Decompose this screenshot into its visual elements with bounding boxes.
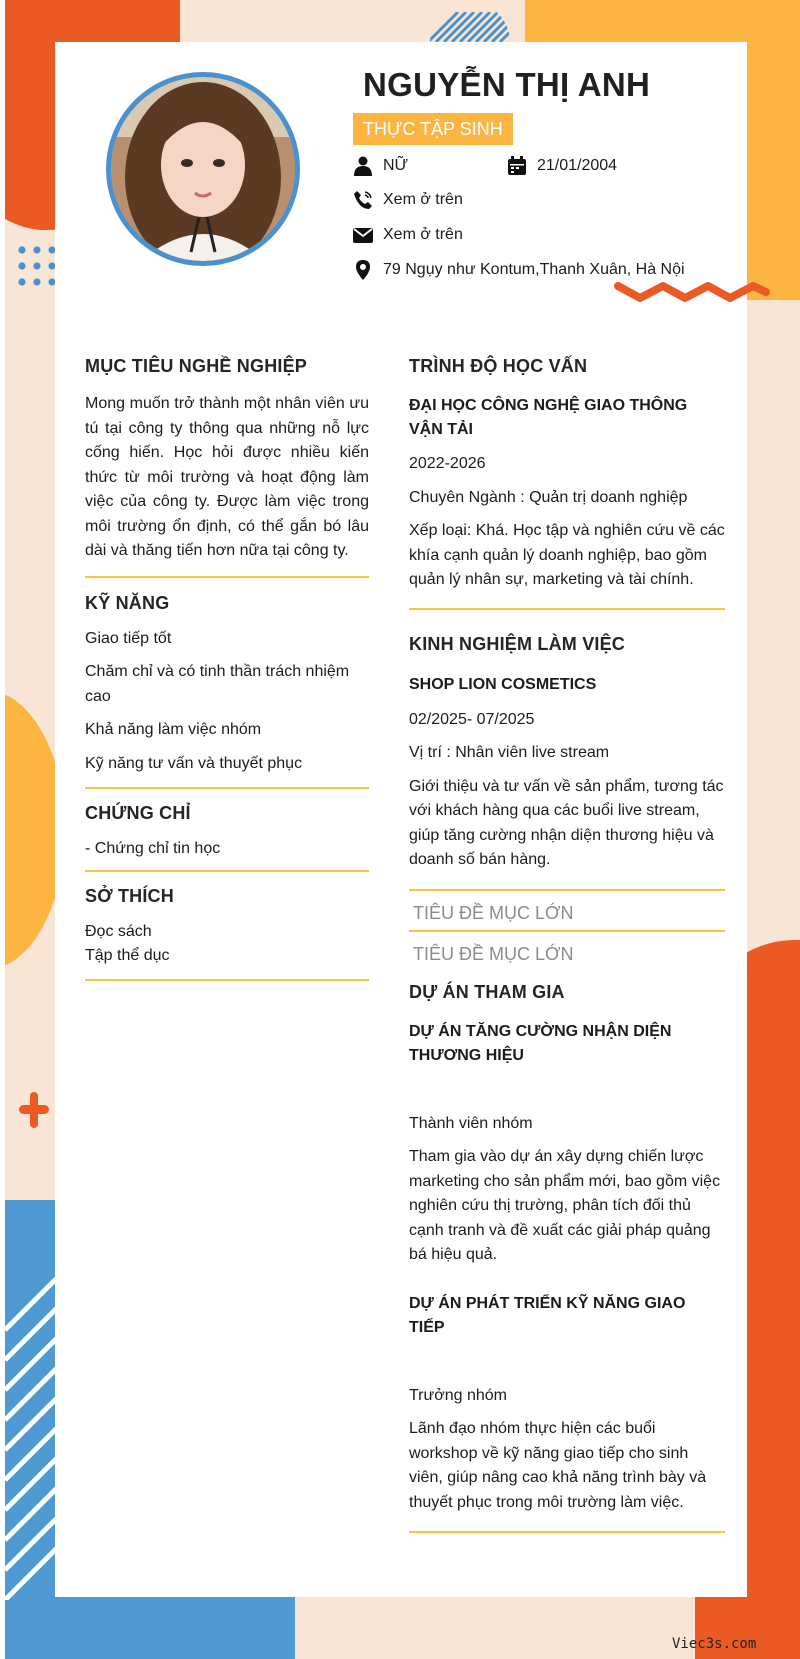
phone-value: Xem ở trên bbox=[383, 191, 463, 208]
placeholder-section-title[interactable]: TIÊU ĐỀ MỤC LỚN bbox=[413, 943, 574, 964]
experience-position: Vị trí : Nhân viên live stream bbox=[409, 744, 610, 761]
education-major: Chuyên Ngành : Quản trị doanh nghiệp bbox=[409, 488, 688, 506]
section-divider bbox=[409, 1531, 725, 1533]
project-role: Thành viên nhóm bbox=[409, 1114, 533, 1132]
right-column bbox=[409, 350, 725, 1533]
project-name: DỰ ÁN TĂNG CƯỜNG NHẬN DIỆN THƯƠNG HIỆU bbox=[409, 1022, 672, 1064]
section-divider bbox=[409, 930, 725, 932]
certificates-title: CHỨNG CHỈ bbox=[85, 803, 191, 823]
experience-description: Giới thiệu và tư vấn về sản phẩm, tương tác với khách hàng qua các buổi live stream, giúp tăng cường nhận diện thương hiệu và doanh số bán hàng. bbox=[409, 777, 724, 868]
zigzag-decoration bbox=[613, 278, 771, 306]
experience-company: SHOP LION COSMETICS bbox=[409, 675, 597, 693]
section-divider bbox=[85, 787, 369, 789]
project-description: Tham gia vào dự án xây dựng chiến lược marketing cho sản phẩm mới, bao gồm việc nghiên cứu thị trường, phân tích đối thủ cạnh tranh và đề xuất các giải pháp quảng bá hiệu quả. bbox=[409, 1148, 721, 1263]
hobbies-title: SỞ THÍCH bbox=[85, 885, 174, 906]
education-description: Xếp loại: Khá. Học tập và nghiên cứu về các khía cạnh quản lý doanh nghiệp, bao gồm quản lý nhân sự, marketing và tài chính. bbox=[409, 522, 725, 588]
projects-title: DỰ ÁN THAM GIA bbox=[409, 981, 565, 1002]
plus-decoration bbox=[19, 1092, 49, 1128]
section-divider bbox=[409, 889, 725, 891]
hobby-item: Đọc sách bbox=[85, 922, 152, 940]
experience-period: 02/2025- 07/2025 bbox=[409, 710, 535, 728]
envelope-icon bbox=[353, 225, 373, 245]
skills-title: KỸ NĂNG bbox=[85, 592, 170, 613]
email-value: Xem ở trên bbox=[383, 226, 463, 243]
gender-row bbox=[353, 156, 408, 176]
objective-title: MỤC TIÊU NGHỀ NGHIỆP bbox=[85, 356, 308, 376]
candidate-name: NGUYỄN THỊ ANH bbox=[363, 66, 651, 103]
skill-item: Chăm chỉ và có tinh thần trách nhiệm cao bbox=[85, 663, 350, 705]
section-divider bbox=[85, 979, 369, 981]
project-description: Lãnh đạo nhóm thực hiện các buổi workshop về kỹ năng giao tiếp cho sinh viên, giúp nâng cao khả năng trình bày và thuyết phục trong môi trường làm việc. bbox=[409, 1420, 707, 1511]
person-icon bbox=[353, 156, 373, 176]
placeholder-section-title[interactable]: TIÊU ĐỀ MỤC LỚN bbox=[413, 902, 574, 923]
skill-item: Kỹ năng tư vấn và thuyết phục bbox=[85, 754, 303, 772]
gender-value: NỮ bbox=[383, 157, 409, 174]
education-years: 2022-2026 bbox=[409, 455, 486, 472]
phone-row bbox=[353, 190, 463, 210]
phone-icon bbox=[353, 190, 373, 210]
profile-photo bbox=[106, 72, 300, 266]
address-value: 79 Ngụy như Kontum,Thanh Xuân, Hà Nội bbox=[383, 261, 685, 278]
birthdate-row bbox=[507, 156, 617, 176]
striped-semicircle-decoration bbox=[428, 12, 512, 42]
section-divider bbox=[85, 870, 369, 872]
watermark-text: Viec3s.com bbox=[672, 1636, 757, 1652]
skill-item: Khả năng làm việc nhóm bbox=[85, 721, 262, 738]
job-title-badge: THỰC TẬP SINH bbox=[353, 113, 513, 145]
avatar-illustration bbox=[111, 77, 295, 261]
education-title: TRÌNH ĐỘ HỌC VẤN bbox=[409, 356, 588, 376]
education-school: ĐẠI HỌC CÔNG NGHỆ GIAO THÔNG VẬN TẢI bbox=[409, 397, 688, 438]
email-row bbox=[353, 225, 463, 245]
section-divider bbox=[409, 608, 725, 610]
objective-text: Mong muốn trở thành một nhân viên ưu tú tại công ty thông qua những nỗ lực cống hiến. Học hỏi được nhiều kiến thức từ môi trường và hoạt động làm việc của công ty. Được làm việc trong môi trường ổn định, có thể gắn bó lâu dài và thăng tiến hơn nữa tại công ty. bbox=[85, 395, 369, 559]
hobby-item: Tập thể dục bbox=[85, 947, 170, 964]
birthdate-value: 21/01/2004 bbox=[537, 157, 618, 174]
location-pin-icon bbox=[353, 260, 373, 280]
section-divider bbox=[85, 576, 369, 578]
calendar-icon bbox=[507, 156, 527, 176]
left-column bbox=[85, 350, 369, 981]
certificate-item: - Chứng chỉ tin học bbox=[85, 840, 221, 857]
project-name: DỰ ÁN PHÁT TRIỂN KỸ NĂNG GIAO TIẾP bbox=[409, 1294, 686, 1336]
address-row bbox=[353, 260, 685, 280]
project-role: Trưởng nhóm bbox=[409, 1386, 507, 1404]
skill-item: Giao tiếp tốt bbox=[85, 629, 172, 647]
experience-title: KINH NGHIỆM LÀM VIỆC bbox=[409, 633, 626, 654]
